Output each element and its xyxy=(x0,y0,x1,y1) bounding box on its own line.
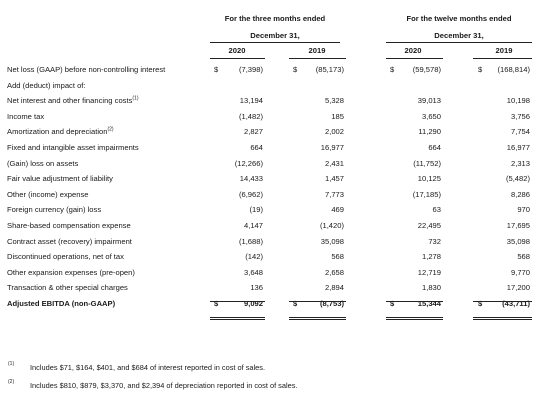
value-cell: (6,962) xyxy=(238,189,263,199)
row-label xyxy=(7,143,139,152)
value-cell: (8,753) xyxy=(319,299,344,308)
footnote-1-text: Includes $71, $164, $401, and $684 of interest reported in cost of sales. xyxy=(30,363,266,372)
value-cell: 15,344 xyxy=(417,299,441,308)
value-cell: 22,495 xyxy=(417,221,441,230)
currency-symbol: $ xyxy=(214,65,219,74)
value-cell: (11,752) xyxy=(413,158,441,168)
value-cell: 1,830 xyxy=(421,283,441,293)
value-cell: 136 xyxy=(250,283,263,293)
row-label-text: (Gain) loss on assets xyxy=(7,158,79,168)
header-rule-twelve-months xyxy=(386,42,532,43)
row-label xyxy=(7,205,101,214)
row-label-text: Fair value adjustment of liability xyxy=(7,174,113,184)
total-rule-top-2 xyxy=(289,301,346,302)
year-header-1: 2020 xyxy=(228,46,246,55)
currency-symbol: $ xyxy=(293,65,298,74)
footnote-2-mark: (2) xyxy=(8,379,15,385)
value-cell: 14,433 xyxy=(239,174,263,184)
row-label-text: Add (deduct) impact of: xyxy=(7,80,86,90)
row-label xyxy=(7,268,135,277)
value-cell: 17,200 xyxy=(506,283,530,293)
currency-symbol: $ xyxy=(214,299,219,308)
row-label-text: Foreign currency (gain) loss xyxy=(7,205,102,215)
value-cell: 568 xyxy=(517,252,530,262)
value-cell: (1,482) xyxy=(238,111,263,121)
total-rule-bottom-4 xyxy=(473,317,532,318)
twelve-months-date: December 31, xyxy=(434,31,484,40)
year-header-3: 2020 xyxy=(404,46,422,55)
year-rule-3 xyxy=(386,58,443,59)
total-rule-bottom-3 xyxy=(386,317,443,318)
row-label xyxy=(7,190,88,199)
value-cell: (43,711) xyxy=(502,299,530,308)
currency-symbol: $ xyxy=(390,299,395,308)
total-rule-bottom-4b xyxy=(473,319,532,320)
row-label-text: Amortization and depreciation xyxy=(7,127,108,137)
year-header-2: 2019 xyxy=(308,46,326,55)
value-cell: (19) xyxy=(249,205,263,215)
value-cell: 2,827 xyxy=(243,127,263,137)
row-label-text: Transaction & other special charges xyxy=(7,283,128,293)
row-label xyxy=(7,221,131,230)
value-cell: 10,125 xyxy=(417,174,441,184)
value-cell: 7,773 xyxy=(324,189,344,199)
value-cell: 16,977 xyxy=(506,143,530,152)
row-label xyxy=(7,283,128,292)
row-label-text: Other (income) expense xyxy=(7,189,89,199)
twelve-months-header: For the twelve months ended xyxy=(406,14,512,23)
value-cell: 39,013 xyxy=(417,96,441,106)
value-cell: 35,098 xyxy=(506,236,530,246)
row-label xyxy=(7,299,115,308)
value-cell: 970 xyxy=(517,205,530,215)
total-rule-bottom-2b xyxy=(289,319,346,320)
currency-symbol: $ xyxy=(478,299,483,308)
value-cell: (168,814) xyxy=(497,65,530,74)
total-rule-bottom-1b xyxy=(210,319,265,320)
row-label-text: Other expansion expenses (pre-open) xyxy=(7,267,135,277)
value-cell: 664 xyxy=(250,143,263,152)
row-label-text: Share-based compensation expense xyxy=(7,221,131,230)
currency-symbol: $ xyxy=(478,65,483,74)
value-cell: 732 xyxy=(428,236,441,246)
year-rule-2 xyxy=(289,58,346,59)
row-label xyxy=(7,174,113,183)
value-cell: (5,482) xyxy=(505,174,530,184)
value-cell: 2,313 xyxy=(510,158,530,168)
value-cell: (59,578) xyxy=(412,65,441,74)
value-cell: 11,290 xyxy=(418,127,441,137)
total-rule-top-3 xyxy=(386,301,443,302)
row-label-text: Net loss (GAAP) before non-controlling interest xyxy=(7,65,166,74)
value-cell: 9,770 xyxy=(510,267,530,277)
value-cell: 1,278 xyxy=(421,252,441,262)
value-cell: (17,185) xyxy=(412,189,441,199)
value-cell: 9,092 xyxy=(243,299,263,308)
value-cell: 63 xyxy=(432,205,441,215)
year-rule-4 xyxy=(473,58,532,59)
total-rule-top-1 xyxy=(210,301,265,302)
value-cell: 568 xyxy=(331,252,344,262)
value-cell: 13,194 xyxy=(239,96,263,106)
value-cell: 2,658 xyxy=(324,267,344,277)
row-label-text: Discontinued operations, net of tax xyxy=(7,252,124,262)
row-label xyxy=(7,65,165,74)
row-label-text: Net interest and other financing costs xyxy=(7,96,133,106)
total-rule-bottom-1 xyxy=(210,317,265,318)
footnote-ref: (2) xyxy=(107,126,114,133)
value-cell: 7,754 xyxy=(510,127,530,137)
value-cell: 10,198 xyxy=(506,96,530,106)
three-months-date: December 31, xyxy=(250,31,300,40)
value-cell: (7,398) xyxy=(238,65,263,74)
value-cell: (1,420) xyxy=(319,221,344,230)
value-cell: 8,286 xyxy=(510,189,530,199)
value-cell: (12,266) xyxy=(234,158,263,168)
value-cell: 2,431 xyxy=(324,158,344,168)
value-cell: 3,648 xyxy=(243,267,263,277)
total-rule-bottom-2 xyxy=(289,317,346,318)
row-label-text: Income tax xyxy=(7,111,45,121)
three-months-header: For the three months ended xyxy=(224,14,326,23)
value-cell: 2,002 xyxy=(324,127,344,137)
row-label xyxy=(7,81,86,90)
value-cell: 35,098 xyxy=(320,236,344,246)
footnote-1-mark: (1) xyxy=(8,361,15,367)
value-cell: 4,147 xyxy=(243,221,263,230)
total-rule-top-4 xyxy=(473,301,532,302)
currency-symbol: $ xyxy=(390,65,395,74)
row-label-text: Contract asset (recovery) impairment xyxy=(7,236,132,246)
footnote-ref: (1) xyxy=(132,95,139,102)
year-rule-1 xyxy=(210,58,265,59)
value-cell: 664 xyxy=(428,143,441,152)
value-cell: 16,977 xyxy=(320,143,344,152)
row-label-text: Adjusted EBITDA (non-GAAP) xyxy=(7,299,116,308)
value-cell: 2,894 xyxy=(324,283,344,293)
header-rule-three-months xyxy=(210,42,340,43)
row-label xyxy=(7,96,139,105)
row-label xyxy=(7,127,114,136)
value-cell: 3,756 xyxy=(510,111,530,121)
footnote-2-text: Includes $810, $879, $3,370, and $2,394 of depreciation reported in cost of sales. xyxy=(30,381,298,390)
value-cell: 3,650 xyxy=(421,111,441,121)
value-cell: 185 xyxy=(331,111,344,121)
row-label xyxy=(7,159,78,168)
value-cell: (1,688) xyxy=(238,236,263,246)
value-cell: 12,719 xyxy=(417,267,441,277)
row-label xyxy=(7,237,132,246)
total-rule-bottom-3b xyxy=(386,319,443,320)
row-label-text: Fixed and intangible asset impairments xyxy=(7,143,139,152)
row-label xyxy=(7,252,124,261)
value-cell: 5,328 xyxy=(324,96,344,106)
value-cell: 17,695 xyxy=(506,221,530,230)
value-cell: (85,173) xyxy=(315,65,344,74)
row-label xyxy=(7,112,44,121)
value-cell: (142) xyxy=(245,252,263,262)
year-header-4: 2019 xyxy=(495,46,513,55)
value-cell: 469 xyxy=(331,205,344,215)
value-cell: 1,457 xyxy=(324,174,344,184)
currency-symbol: $ xyxy=(293,299,298,308)
